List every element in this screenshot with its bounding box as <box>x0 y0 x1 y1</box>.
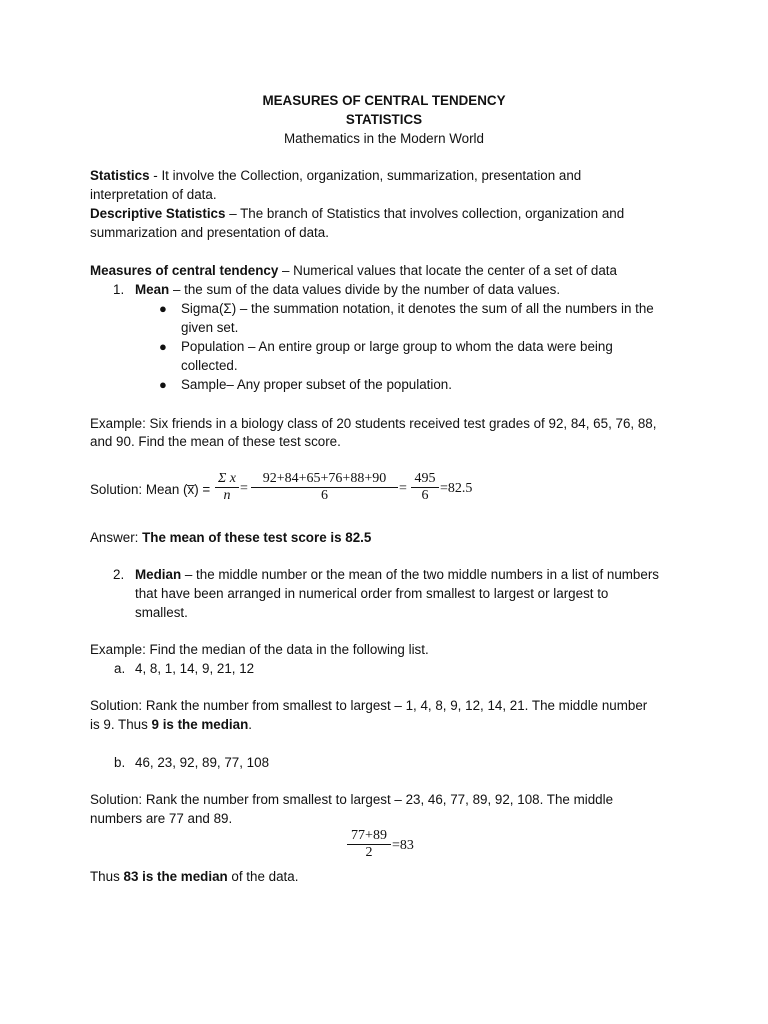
solution-b-cont: numbers are 77 and 89. <box>90 811 233 826</box>
fraction-denominator: 2 <box>347 844 391 861</box>
bullet-icon: ● <box>159 301 167 316</box>
descriptive-definition <box>90 206 624 221</box>
conclusion-bold: 83 is the median <box>123 869 228 884</box>
median-fraction-result: =83 <box>392 838 414 853</box>
median-term: Median <box>135 567 182 582</box>
fraction-numerator: 92+84+65+76+88+90 <box>262 471 387 486</box>
median-number: 2. <box>113 567 125 582</box>
conclusion-pre: Thus <box>90 869 124 884</box>
median-definition-cont2: smallest. <box>135 605 188 620</box>
solution-a: Solution: Rank the number from smallest to largest – 1, 4, 8, 9, 12, 14, 21. The middle number <box>90 698 648 713</box>
fraction-numerator: 77+89 <box>351 828 387 843</box>
statistics-term: Statistics <box>90 168 150 183</box>
answer-text: The mean of these test score is 82.5 <box>142 530 372 545</box>
bullet-sigma: Sigma(Σ) – the summation notation, it denotes the sum of all the numbers in the <box>181 301 654 316</box>
solution-a-post: . <box>248 717 253 732</box>
item-a-label: a. <box>114 661 126 676</box>
bullet-icon: ● <box>159 339 167 354</box>
central-tendency-definition <box>90 263 617 278</box>
mean-example-cont: and 90. Find the mean of these test score. <box>90 434 341 449</box>
item-a-data: 4, 8, 1, 14, 9, 21, 12 <box>135 661 255 676</box>
item-b-data: 46, 23, 92, 89, 77, 108 <box>135 755 270 770</box>
median-text: – the middle number or the mean of the two middle numbers in a list of numbers <box>181 567 659 582</box>
fraction-numerator: Σ x <box>217 471 237 486</box>
solution-a-pre: is 9. Thus <box>90 717 152 732</box>
descriptive-text: – The branch of Statistics that involves collection, organization and <box>225 206 625 221</box>
document-title: MEASURES OF CENTRAL TENDENCY <box>262 93 506 108</box>
mean-example: Example: Six friends in a biology class of 20 students received test grades of 92, 84, 65, 76, 88, <box>90 416 657 431</box>
bullet-population: Population – An entire group or large group to whom the data were being <box>181 339 613 354</box>
course-name: Mathematics in the Modern World <box>284 131 484 146</box>
total-over-six-fraction <box>411 471 439 504</box>
document-subtitle: STATISTICS <box>345 112 423 127</box>
answer-label: Answer: <box>90 530 143 545</box>
equals-sign: = <box>240 481 248 496</box>
median-example: Example: Find the median of the data in the following list. <box>90 642 429 657</box>
solution-a-cont <box>90 717 252 732</box>
statistics-text: - It involve the Collection, organization, summarization, presentation and <box>149 168 582 183</box>
conclusion-post: of the data. <box>227 869 299 884</box>
fraction-numerator: 495 <box>414 471 436 486</box>
mean-definition <box>135 282 560 297</box>
descriptive-definition-cont: summarization and presentation of data. <box>90 225 329 240</box>
descriptive-term: Descriptive Statistics <box>90 206 226 221</box>
central-tendency-text: – Numerical values that locate the center of a set of data <box>278 263 617 278</box>
median-fraction <box>347 828 391 861</box>
bullet-icon: ● <box>159 377 167 392</box>
central-tendency-term: Measures of central tendency <box>90 263 279 278</box>
mean-number: 1. <box>113 282 125 297</box>
fraction-denominator: n <box>215 487 239 504</box>
fraction-denominator: 6 <box>411 487 439 504</box>
bullet-sample: Sample– Any proper subset of the population. <box>181 377 452 392</box>
statistics-definition-cont: interpretation of data. <box>90 187 217 202</box>
mean-text: – the sum of the data values divide by the number of data values. <box>169 282 561 297</box>
item-b-label: b. <box>114 755 126 770</box>
mean-answer <box>90 530 371 545</box>
fraction-denominator: 6 <box>251 487 398 504</box>
bullet-sigma-cont: given set. <box>181 320 239 335</box>
median-conclusion <box>90 869 298 884</box>
statistics-definition <box>90 168 581 183</box>
solution-a-bold: 9 is the median <box>151 717 249 732</box>
bullet-population-cont: collected. <box>181 358 238 373</box>
mean-term: Mean <box>135 282 170 297</box>
median-definition-cont: that have been arranged in numerical order from smallest to largest or largest to <box>135 586 609 601</box>
median-definition <box>135 567 659 582</box>
sigma-x-over-n-fraction <box>215 471 239 504</box>
mean-solution-label: Solution: Mean (x̅) = <box>90 482 211 497</box>
solution-b: Solution: Rank the number from smallest to largest – 23, 46, 77, 89, 92, 108. The middle <box>90 792 614 807</box>
sum-over-six-fraction <box>251 471 398 504</box>
mean-result: =82.5 <box>440 481 473 496</box>
equals-sign: = <box>399 481 407 496</box>
